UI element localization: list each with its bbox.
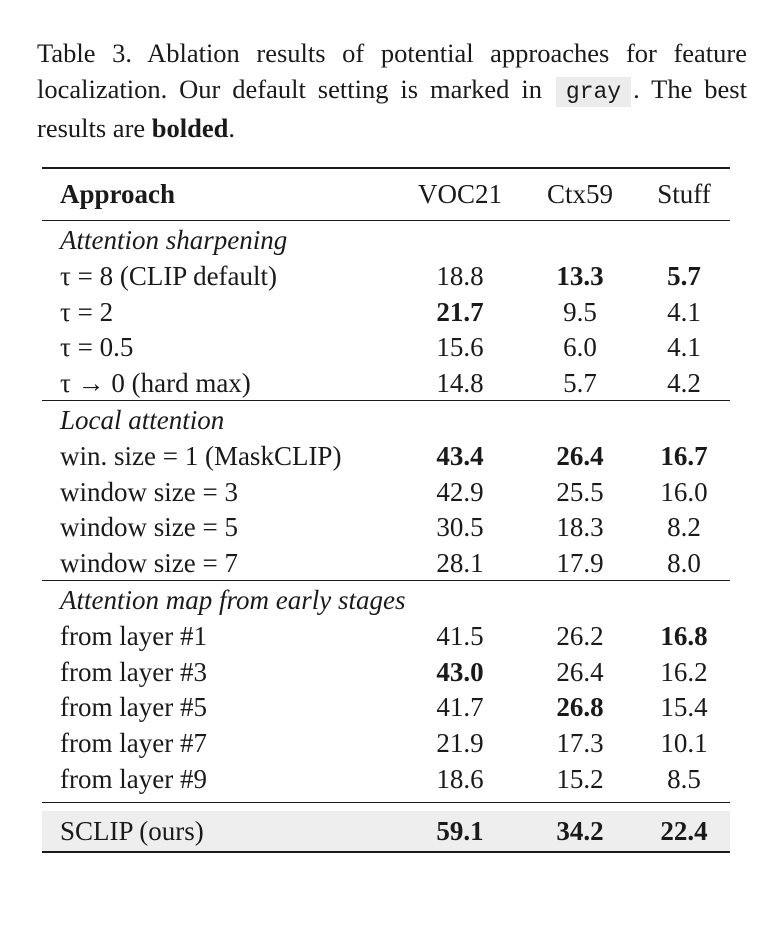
group-title-row xyxy=(42,581,730,617)
cell-ctx59: 17.3 xyxy=(556,728,604,759)
final-row-stuff: 22.4 xyxy=(660,815,708,846)
table-row xyxy=(42,293,730,329)
table-header-row xyxy=(42,169,730,220)
row-label: from layer #1 xyxy=(60,620,207,651)
table-row xyxy=(42,760,730,796)
cell-voc21: 18.8 xyxy=(436,260,484,291)
group-title-row xyxy=(42,221,730,257)
table-row xyxy=(42,653,730,689)
table-row xyxy=(42,617,730,653)
table-bottom-rule xyxy=(42,851,730,853)
row-label: from layer #5 xyxy=(60,692,207,723)
cell-ctx59: 26.2 xyxy=(556,620,604,651)
final-row-label: SCLIP (ours) xyxy=(60,815,204,846)
cell-voc21: 30.5 xyxy=(436,512,484,543)
cell-stuff: 8.2 xyxy=(667,512,701,543)
cell-stuff: 4.1 xyxy=(667,332,701,363)
table-row xyxy=(42,688,730,724)
cell-ctx59: 26.4 xyxy=(556,656,604,687)
cell-voc21: 21.7 xyxy=(436,296,484,327)
row-label: window size = 7 xyxy=(60,548,238,579)
cell-ctx59: 25.5 xyxy=(556,476,604,507)
table-row xyxy=(42,437,730,473)
row-label: from layer #3 xyxy=(60,656,207,687)
cell-ctx59: 15.2 xyxy=(556,763,604,794)
group-title: Attention sharpening xyxy=(60,225,288,255)
caption-text-3: . xyxy=(228,113,236,143)
final-row-voc21: 59.1 xyxy=(436,815,484,846)
cell-stuff: 16.8 xyxy=(660,620,708,651)
cell-voc21: 43.4 xyxy=(436,440,484,471)
table-caption xyxy=(37,35,747,146)
row-label: from layer #7 xyxy=(60,728,207,759)
row-label: τ = 8 (CLIP default) xyxy=(60,260,278,291)
row-label: τ = 2 xyxy=(60,296,114,327)
cell-voc21: 21.9 xyxy=(436,728,484,759)
table-rule-before-final xyxy=(42,802,730,803)
cell-voc21: 28.1 xyxy=(436,548,484,579)
cell-stuff: 8.5 xyxy=(667,763,701,794)
cell-stuff: 10.1 xyxy=(660,728,708,759)
header-approach: Approach xyxy=(60,179,176,209)
table-row xyxy=(42,364,730,400)
row-label: τ = 0.5 xyxy=(60,332,134,363)
group-title: Local attention xyxy=(60,404,225,435)
row-label: win. size = 1 (MaskCLIP) xyxy=(60,440,342,471)
row-label: from layer #9 xyxy=(60,763,207,794)
group-title: Attention map from early stages xyxy=(60,584,406,615)
cell-voc21: 15.6 xyxy=(436,332,484,363)
table-row xyxy=(42,508,730,544)
header-voc21: VOC21 xyxy=(417,179,502,209)
cell-stuff: 8.0 xyxy=(667,548,701,579)
cell-ctx59: 17.9 xyxy=(556,548,604,579)
table-row xyxy=(42,473,730,509)
cell-stuff: 16.0 xyxy=(660,476,708,507)
cell-stuff: 4.2 xyxy=(667,368,701,399)
table-row xyxy=(42,544,730,580)
cell-stuff: 4.1 xyxy=(667,296,701,327)
final-row xyxy=(42,811,730,851)
row-label: window size = 5 xyxy=(60,512,238,543)
table-row xyxy=(42,257,730,293)
final-row-ctx59: 34.2 xyxy=(556,815,604,846)
caption-text-2: . The best results are xyxy=(37,74,747,143)
cell-ctx59: 13.3 xyxy=(556,260,604,291)
cell-ctx59: 9.5 xyxy=(563,296,597,327)
cell-stuff: 16.2 xyxy=(660,656,708,687)
cell-voc21: 42.9 xyxy=(436,476,484,507)
cell-stuff: 5.7 xyxy=(667,260,701,291)
header-stuff: Stuff xyxy=(657,179,711,209)
cell-ctx59: 5.7 xyxy=(563,368,597,399)
table-body xyxy=(42,220,730,802)
cell-voc21: 43.0 xyxy=(436,656,484,687)
group-title-row xyxy=(42,401,730,437)
cell-ctx59: 26.8 xyxy=(556,692,604,723)
results-table xyxy=(42,167,730,853)
caption-bold-sample: bolded xyxy=(151,113,229,143)
caption-gray-sample: gray xyxy=(556,77,631,107)
table-row xyxy=(42,724,730,760)
cell-stuff: 16.7 xyxy=(660,440,708,471)
cell-voc21: 41.5 xyxy=(436,620,484,651)
cell-stuff: 15.4 xyxy=(660,692,708,723)
table-row xyxy=(42,328,730,364)
caption-text-1: Table 3. Ablation results of potential approaches for feature localization. Our default setting is marked in xyxy=(37,38,747,104)
cell-voc21: 18.6 xyxy=(436,763,484,794)
cell-voc21: 41.7 xyxy=(436,692,484,723)
row-label: τ → 0 (hard max) xyxy=(60,368,251,399)
header-ctx59: Ctx59 xyxy=(546,179,613,209)
cell-ctx59: 18.3 xyxy=(556,512,604,543)
cell-ctx59: 26.4 xyxy=(556,440,604,471)
cell-ctx59: 6.0 xyxy=(563,332,597,363)
cell-voc21: 14.8 xyxy=(436,368,484,399)
row-label: window size = 3 xyxy=(60,476,238,507)
